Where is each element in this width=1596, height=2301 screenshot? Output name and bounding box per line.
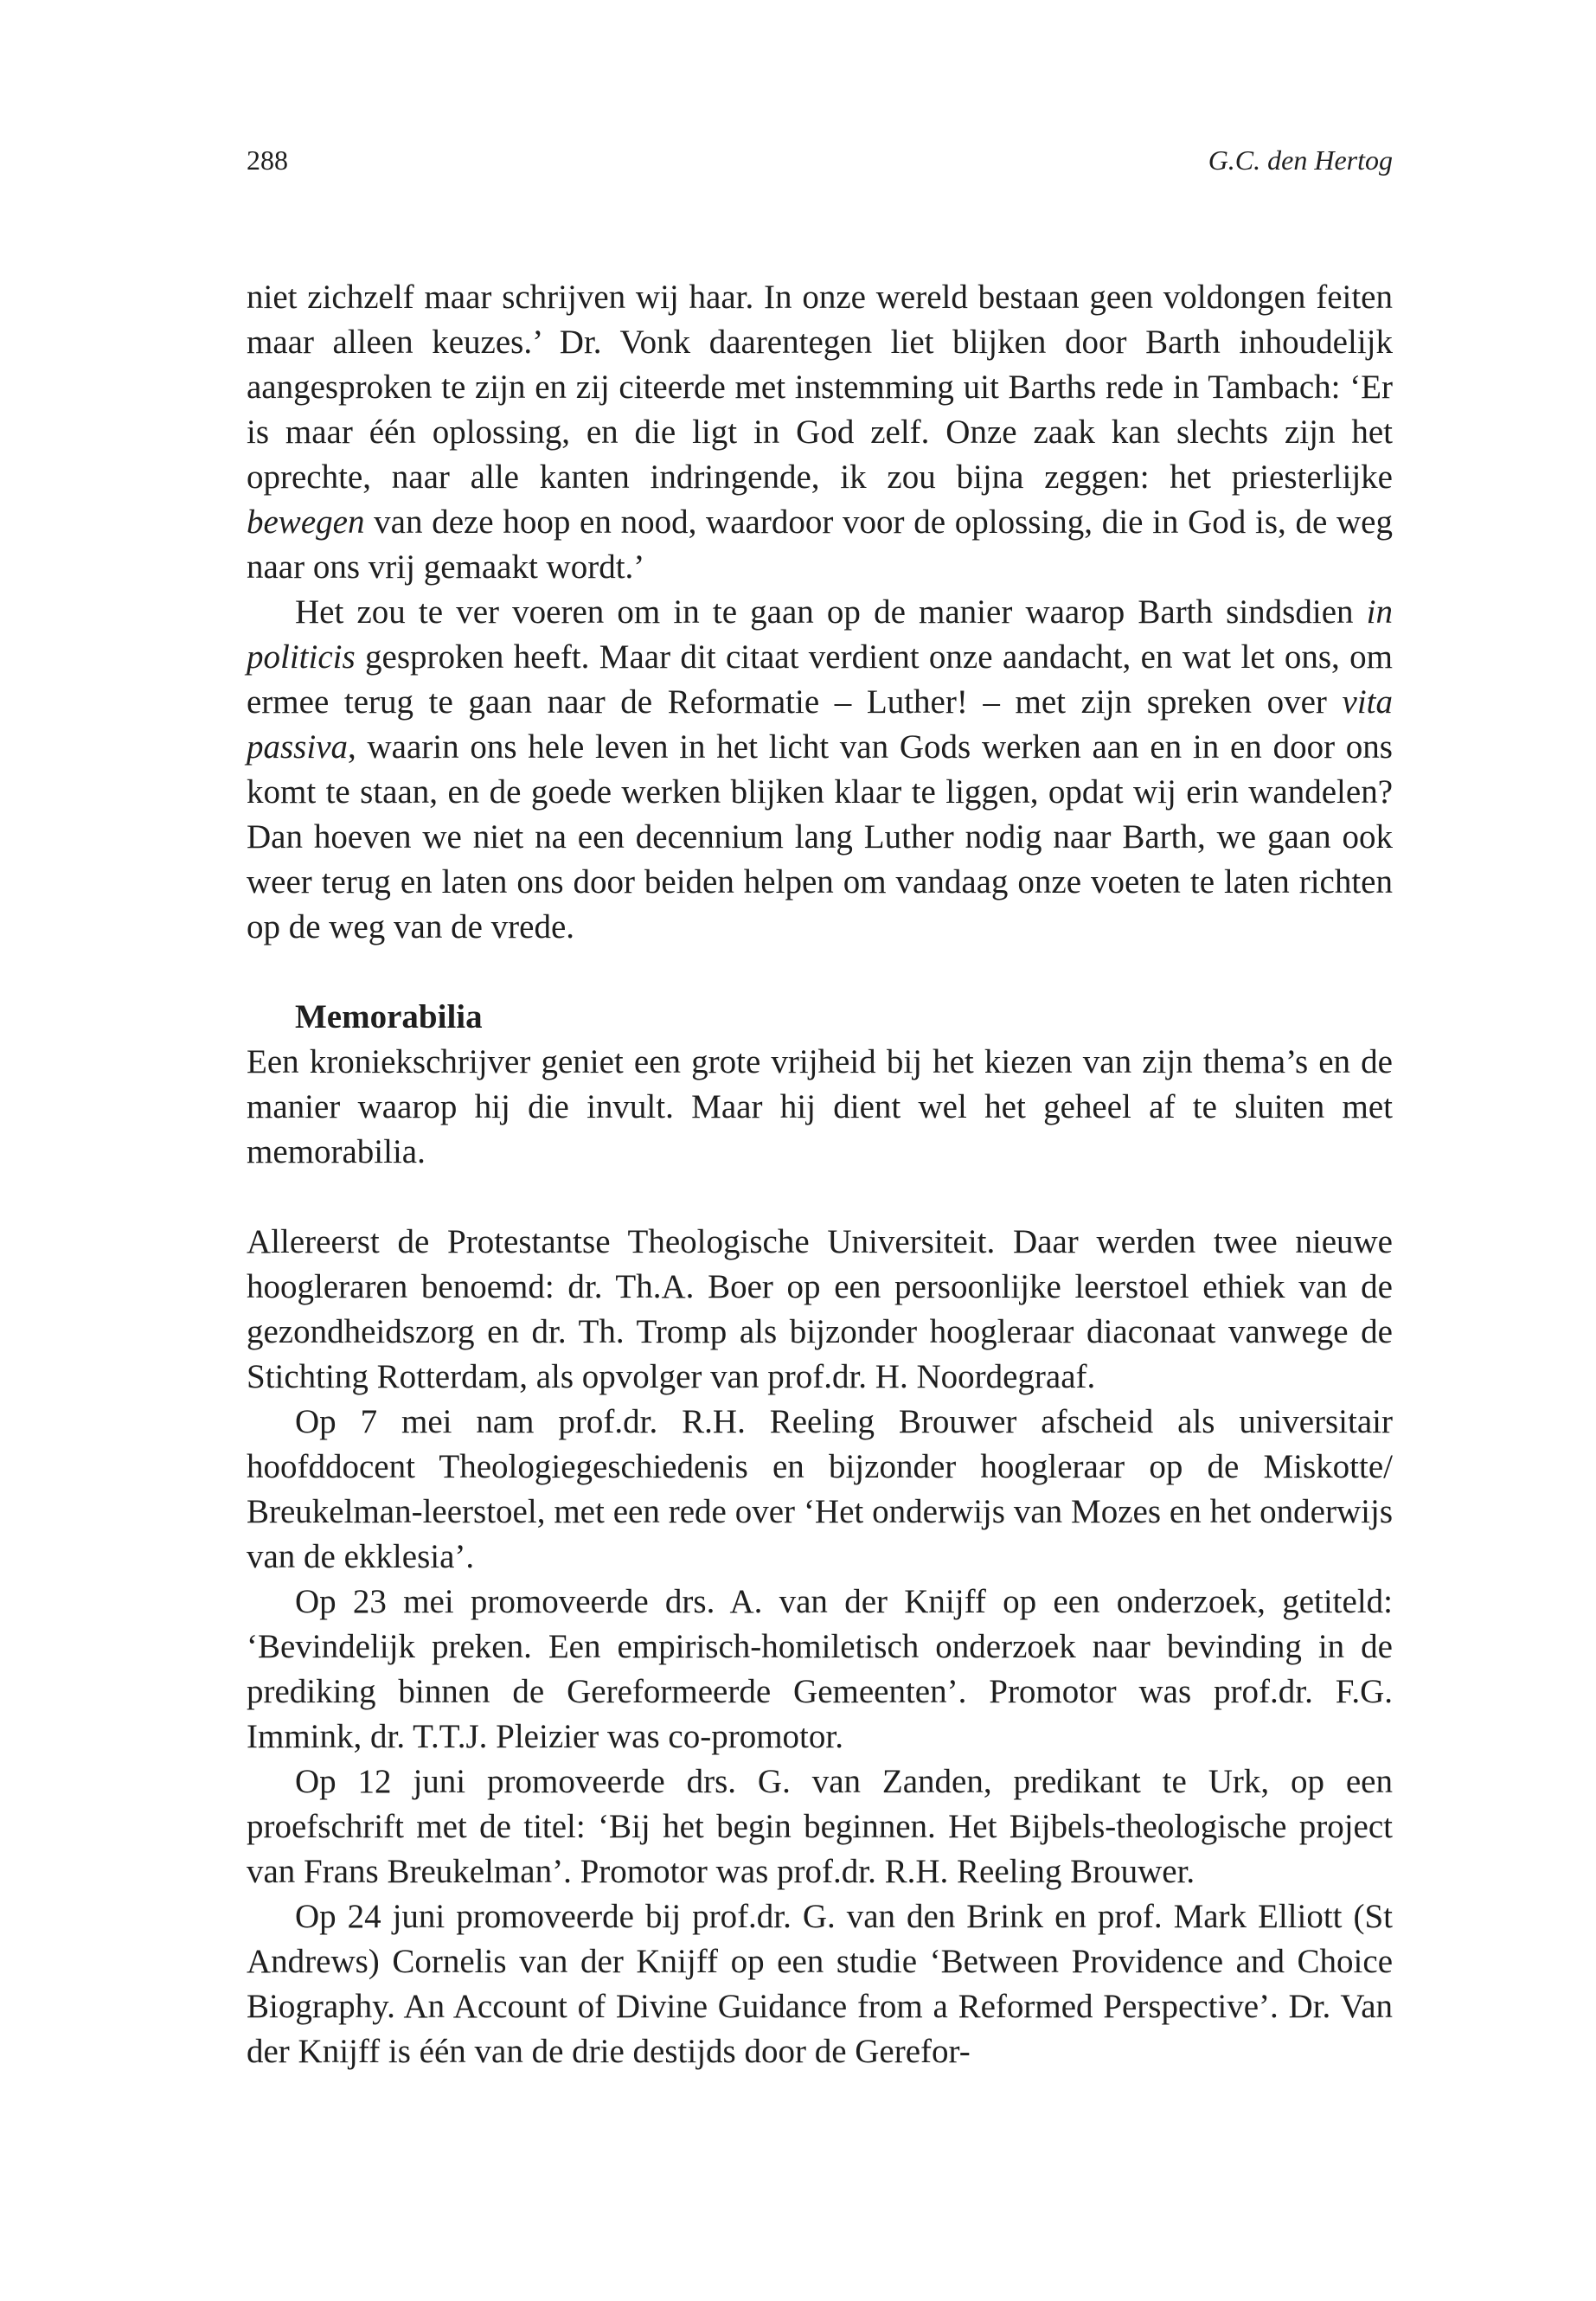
paragraph-1-end: van deze hoop en nood, waardoor voor de oplossing, die in God is, de weg naar ons vrij gemaakt wordt.’ <box>247 503 1393 586</box>
page-header <box>247 138 1393 182</box>
running-head: G.C. den Hertog <box>1208 144 1393 176</box>
page-number: 288 <box>247 144 288 176</box>
paragraph-2-mid: gesproken heeft. Maar dit citaat verdient onze aandacht, en wat let ons, om ermee terug te gaan naar de Reformatie – Luther! – met zijn spreken over <box>247 638 1393 721</box>
paragraph-1 <box>247 275 1393 590</box>
paragraph-1-italic: bewegen <box>247 503 365 541</box>
paragraph-2-italic-1: in politicis <box>247 593 1393 676</box>
paragraph-5: Op 7 mei nam prof.dr. R.H. Reeling Brouwer afscheid als universitair hoofddocent Theologiegeschiedenis en bijzonder hoogleraar op de Miskotte/ Breukelman-leerstoel, met een rede over ‘Het onderwijs van Mozes en het onderwijs van de ekklesia’. <box>247 1403 1393 1575</box>
paragraph-2-end: , waarin ons hele leven in het licht van Gods werken aan en in en door ons komt te staan, en de goede werken blijken klaar te liggen, opdat wij erin wandelen? Dan hoeven we niet na een decennium lang Luther nodig naar Barth, we gaan ook weer terug en laten ons door beiden helpen om vandaag onze voeten te laten richten op de weg van de vrede. <box>247 728 1393 945</box>
body-text <box>247 275 1393 2074</box>
paragraph-8: Op 24 juni promoveerde bij prof.dr. G. van den Brink en prof. Mark Elliott (St Andrews) Cornelis van der Knijff op een studie ‘Between Providence and Choice Biography. An Account of Divine Guidance from a Reformed Perspective’. Dr. Van der Knijff is één van de drie destijds door de Gerefor- <box>247 1898 1393 2070</box>
paragraph-gap <box>247 1175 1393 1220</box>
paragraph-7: Op 12 juni promoveerde drs. G. van Zanden, predikant te Urk, op een proefschrift met de titel: ‘Bij het begin beginnen. Het Bijbels-theologische project van Frans Breukelman’. Promotor was prof.dr. R.H. Reeling Brouwer. <box>247 1763 1393 1890</box>
paragraph-2-italic-2: vita passiva <box>247 683 1393 766</box>
paragraph-2 <box>247 590 1393 950</box>
paragraph-6: Op 23 mei promoveerde drs. A. van der Knijff op een onderzoek, getiteld: ‘Bevindelijk preken. Een empirisch-homiletisch onderzoek naar bevinding in de prediking binnen de Gereformeerde Gemeenten’. Promotor was prof.dr. F.G. Immink, dr. T.T.J. Pleizier was co-promotor. <box>247 1583 1393 1755</box>
paragraph-2-start: Het zou te ver voeren om in te gaan op de manier waarop Barth sindsdien <box>295 593 1367 631</box>
paragraph-3: Een kroniekschrijver geniet een grote vrijheid bij het kiezen van zijn thema’s en de manier waarop hij die invult. Maar hij dient wel het geheel af te sluiten met memorabilia. <box>247 1043 1393 1170</box>
section-gap <box>247 950 1393 995</box>
section-heading: Memorabilia <box>295 998 483 1035</box>
paragraph-1-text: niet zichzelf maar schrijven wij haar. In onze wereld bestaan geen voldongen feiten maar alleen keuzes.’ Dr. Vonk daarentegen liet blijken door Barth inhoudelijk aangesproken te zijn en zij citeerde met instemming uit Barths rede in Tambach: ‘Er is maar één oplossing, en die ligt in God zelf. Onze zaak kan slechts zijn het oprechte, naar alle kanten indringende, ik zou bijna zeggen: het priesterlijke <box>247 279 1393 496</box>
paragraph-4: Allereerst de Protestantse Theologische Universiteit. Daar werden twee nieuwe hoogleraren benoemd: dr. Th.A. Boer op een persoonlijke leerstoel ethiek van de gezondheidszorg en dr. Th. Tromp als bijzonder hoogleraar diaconaat vanwege de Stichting Rotterdam, als opvolger van prof.dr. H. Noordegraaf. <box>247 1223 1393 1395</box>
